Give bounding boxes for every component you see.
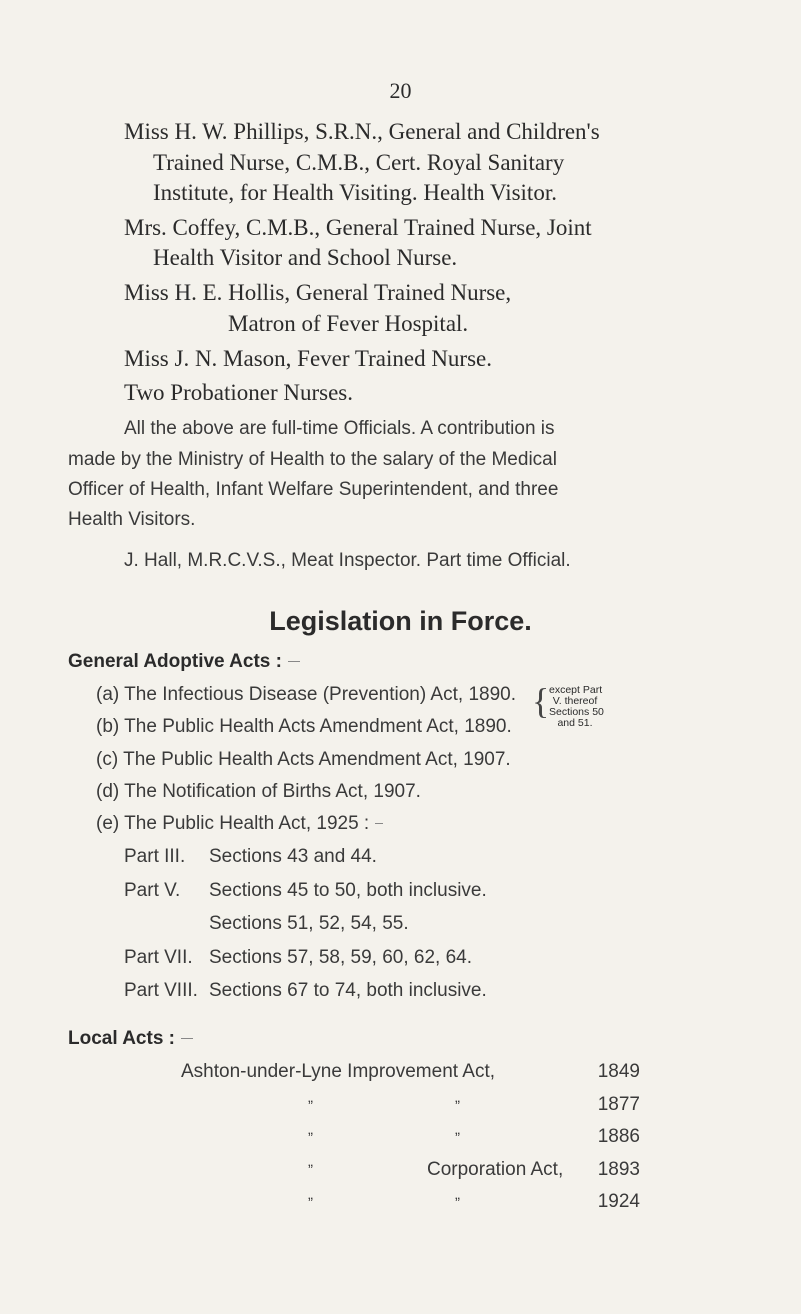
local-act-1886-year: 1886 xyxy=(597,1126,640,1147)
staff-entry-coffey-line2: Health Visitor and School Nurse. xyxy=(153,245,458,270)
act-label: (d) xyxy=(96,781,120,802)
staff-entry-phillips-line2: Trained Nurse, C.M.B., Cert. Royal Sanitary xyxy=(153,150,565,175)
part-vii-sections: Sections 57, 58, 59, 60, 62, 64. xyxy=(209,947,473,968)
staff-entry-phillips-line3: Institute, for Health Visiting. Health Visitor. xyxy=(153,180,557,205)
act-a xyxy=(96,684,516,706)
part-viii-sections: Sections 67 to 74, both inclusive. xyxy=(209,980,487,1001)
contribution-para-line2: made by the Ministry of Health to the salary of the Medical xyxy=(68,449,557,470)
local-act-1924-year: 1924 xyxy=(597,1191,640,1212)
ditto-mark: „ xyxy=(308,1089,313,1106)
act-label: (a) xyxy=(96,684,120,705)
part-v-sections: Sections 45 to 50, both inclusive. xyxy=(209,880,487,901)
ditto-mark: „ xyxy=(455,1089,460,1106)
act-text: The Public Health Act, 1925 : xyxy=(124,813,370,834)
ditto-mark: „ xyxy=(308,1153,313,1170)
contribution-para-line4: Health Visitors. xyxy=(68,509,196,530)
act-label: (e) xyxy=(96,813,120,834)
act-label: (c) xyxy=(96,749,119,770)
staff-entry-hollis-line2: Matron of Fever Hospital. xyxy=(228,311,469,336)
part-v-sections-extra: Sections 51, 52, 54, 55. xyxy=(209,913,409,934)
staff-entry-phillips-line1: Miss H. W. Phillips, S.R.N., General and Children's xyxy=(124,119,600,144)
general-acts-heading: General Adoptive Acts : xyxy=(68,651,300,673)
staff-entry-mason: Miss J. N. Mason, Fever Trained Nurse. xyxy=(124,346,492,371)
act-text: The Public Health Acts Amendment Act, 1907. xyxy=(123,749,511,770)
ditto-mark: „ xyxy=(455,1186,460,1203)
contribution-para-line3: Officer of Health, Infant Welfare Superintendent, and three xyxy=(68,479,559,500)
ditto-mark: „ xyxy=(308,1121,313,1138)
staff-entry-coffey-line1: Mrs. Coffey, C.M.B., General Trained Nurse, Joint xyxy=(124,215,592,240)
act-note-line: V. thereof xyxy=(552,695,598,707)
contribution-para-line1: All the above are full-time Officials. A contribution is xyxy=(124,418,555,439)
local-acts-heading: Local Acts : xyxy=(68,1028,193,1050)
local-act-1877-year: 1877 xyxy=(597,1094,640,1115)
act-note-line: and 51. xyxy=(557,717,593,729)
section-heading: Legislation in Force. xyxy=(269,606,532,636)
meat-inspector-line: J. Hall, M.R.C.V.S., Meat Inspector. Part time Official. xyxy=(124,550,571,571)
act-text: The Infectious Disease (Prevention) Act, 1890. xyxy=(124,684,516,705)
staff-entry-hollis-line1: Miss H. E. Hollis, General Trained Nurse, xyxy=(124,280,512,305)
part-v-label: Part V. xyxy=(124,880,181,901)
act-b xyxy=(96,716,512,738)
act-note-line: except Part xyxy=(549,684,603,696)
ditto-mark: „ xyxy=(455,1121,460,1138)
act-text: The Notification of Births Act, 1907. xyxy=(124,781,421,802)
local-act-1893-text: Corporation Act, xyxy=(427,1159,564,1180)
act-c xyxy=(96,749,511,771)
act-note-line: Sections 50 xyxy=(549,706,604,718)
local-act-1893-year: 1893 xyxy=(597,1159,640,1180)
act-text: The Public Health Acts Amendment Act, 1890. xyxy=(124,716,512,737)
act-d xyxy=(96,781,421,803)
act-e xyxy=(96,813,383,835)
act-label: (b) xyxy=(96,716,120,737)
part-iii-label: Part III. xyxy=(124,846,186,867)
part-vii-label: Part VII. xyxy=(124,947,193,968)
ditto-mark: „ xyxy=(308,1186,313,1203)
page-number: 20 xyxy=(389,78,412,103)
part-viii-label: Part VIII. xyxy=(124,980,198,1001)
local-act-1849-year: 1849 xyxy=(597,1061,640,1082)
staff-entry-probationers: Two Probationer Nurses. xyxy=(124,380,353,405)
part-iii-sections: Sections 43 and 44. xyxy=(209,846,377,867)
brace: { xyxy=(532,681,550,721)
act-note xyxy=(549,684,604,729)
local-act-1849-text: Ashton-under-Lyne Improvement Act, xyxy=(181,1061,496,1082)
